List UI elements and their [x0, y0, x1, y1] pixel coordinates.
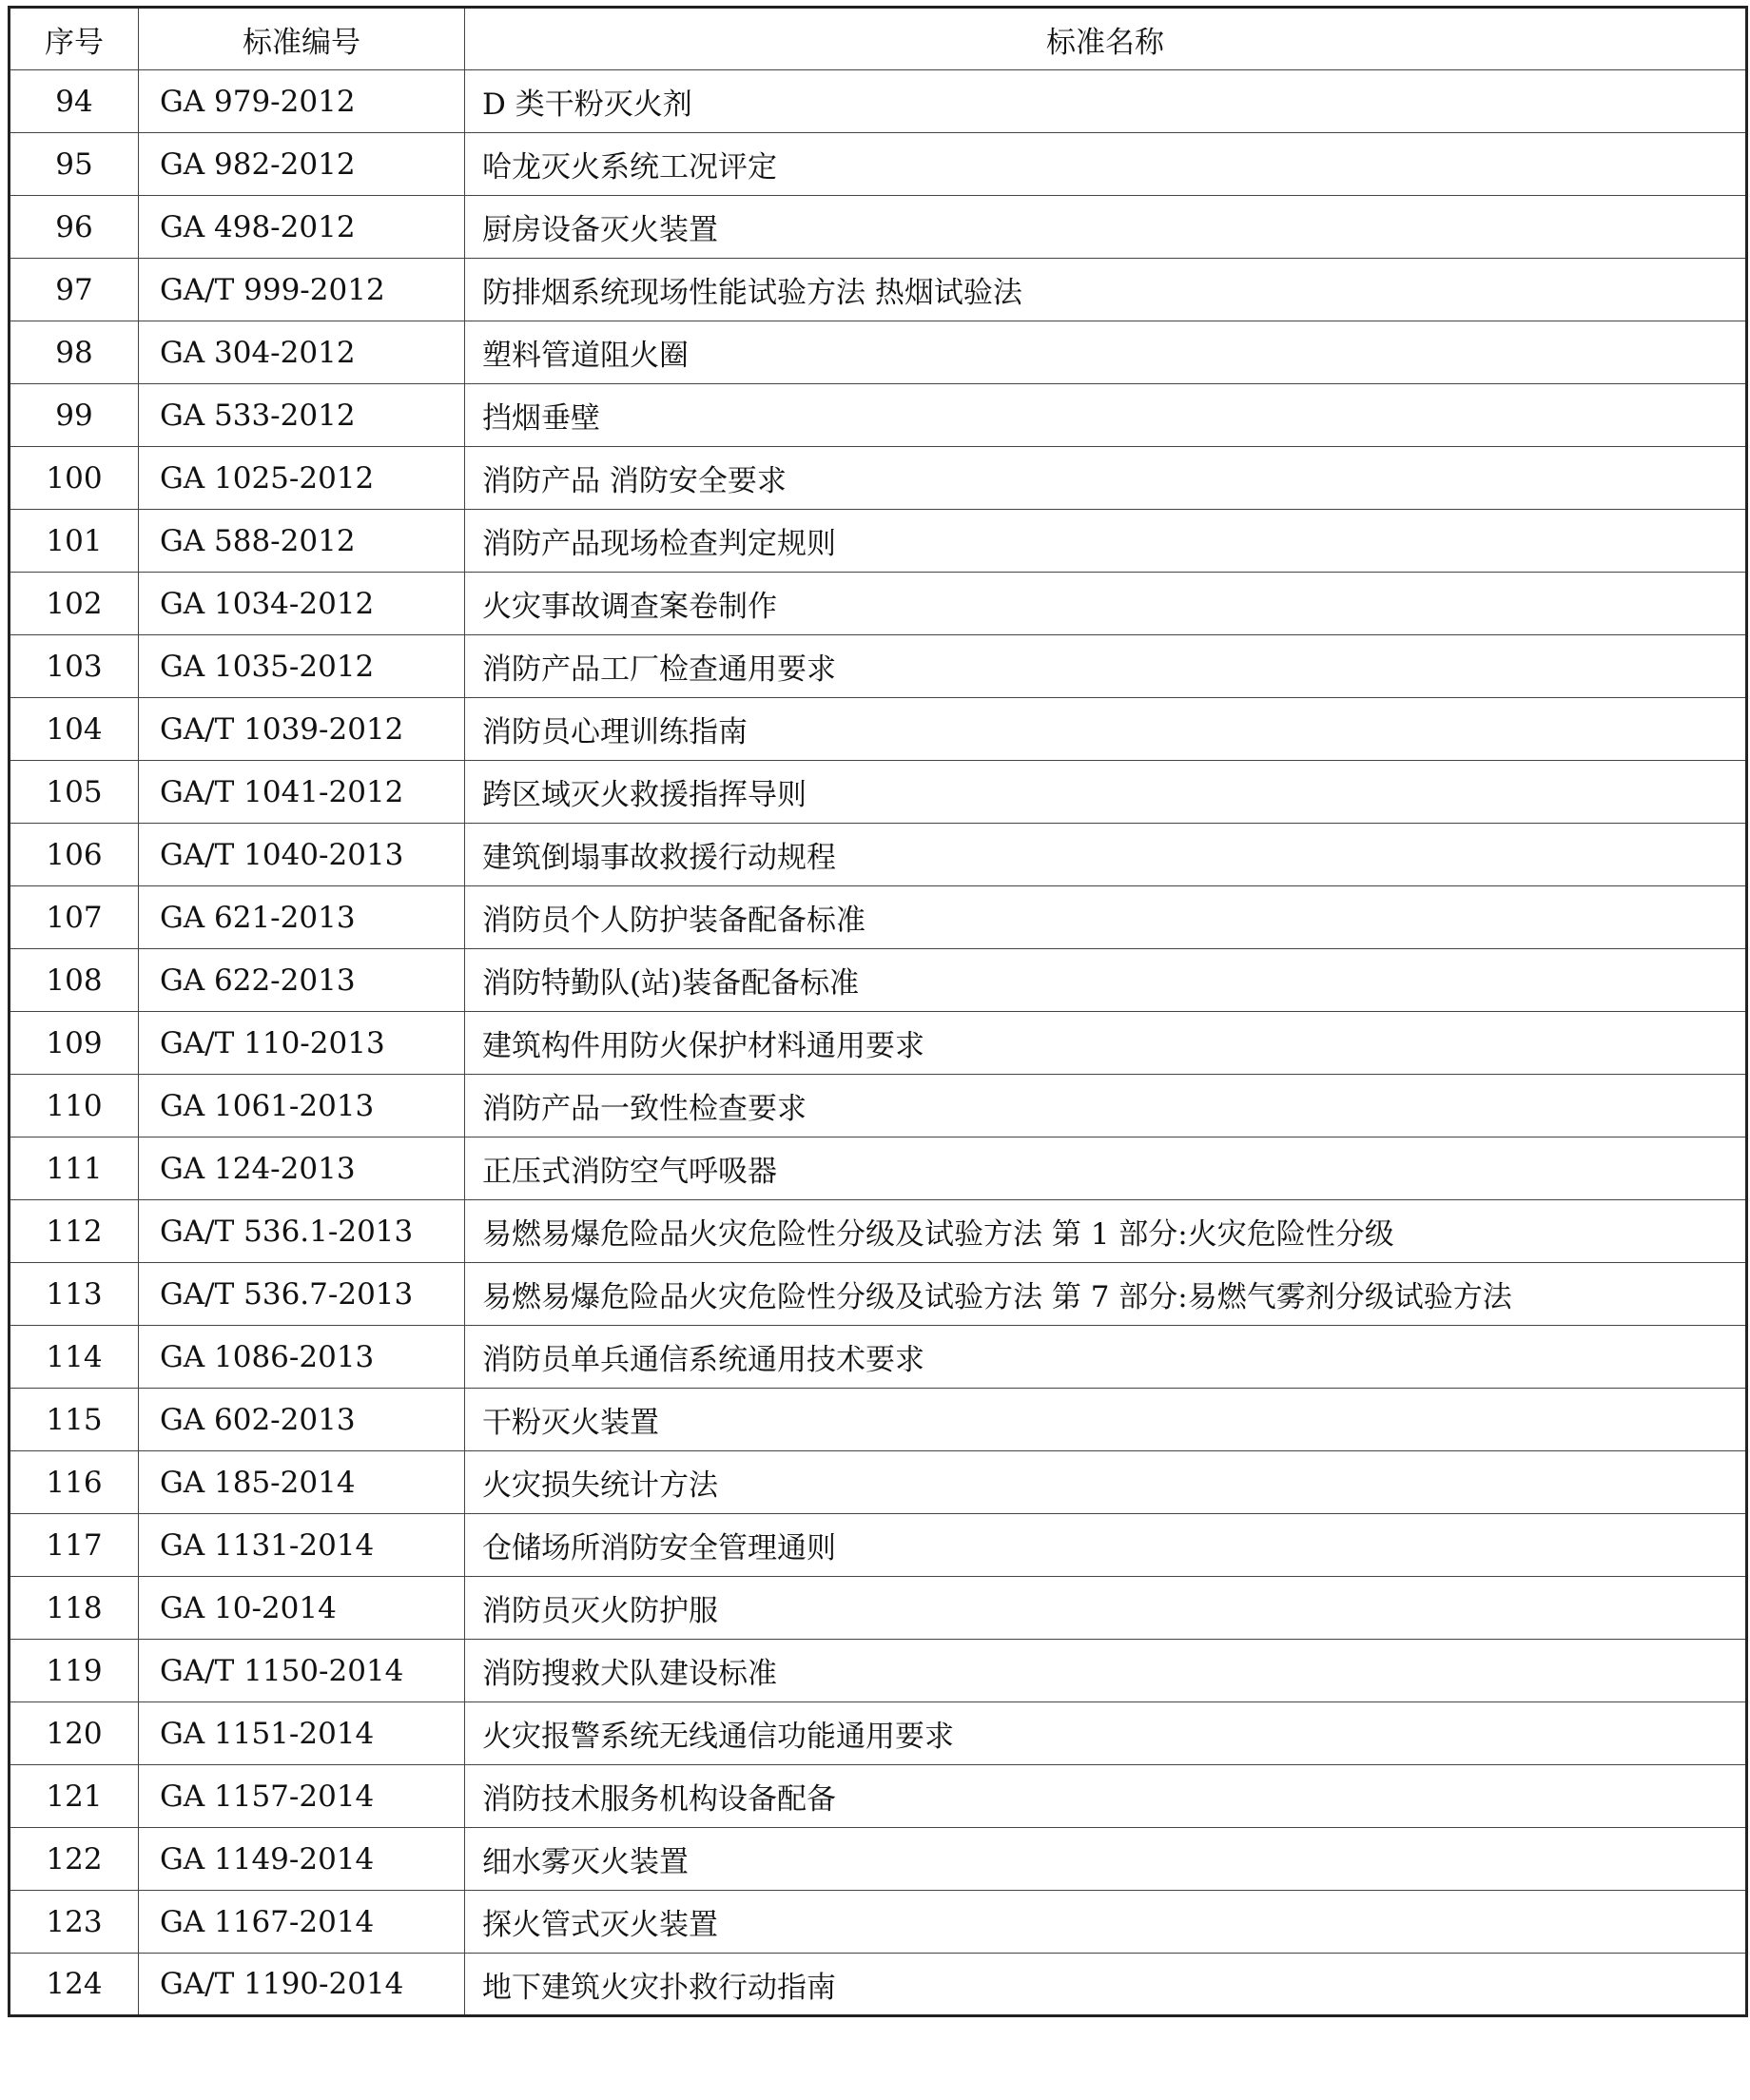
- standard-name-cell: 地下建筑火灾扑救行动指南: [465, 1954, 1747, 2016]
- standard-name-cell: 防排烟系统现场性能试验方法 热烟试验法: [465, 259, 1747, 321]
- serial-number-cell: 115: [10, 1389, 139, 1451]
- standard-name-cell: 消防产品 消防安全要求: [465, 447, 1747, 510]
- standard-code-cell: GA/T 536.1-2013: [139, 1200, 465, 1263]
- standard-code-cell: GA 1151-2014: [139, 1702, 465, 1765]
- serial-number-cell: 122: [10, 1828, 139, 1891]
- serial-number-cell: 102: [10, 573, 139, 635]
- standard-code-cell: GA 304-2012: [139, 321, 465, 384]
- table-row: [10, 573, 1747, 635]
- table-row: [10, 196, 1747, 259]
- table-row: [10, 321, 1747, 384]
- serial-number-cell: 105: [10, 761, 139, 824]
- standard-code-cell: GA 979-2012: [139, 70, 465, 133]
- serial-number-cell: 121: [10, 1765, 139, 1828]
- standard-code-cell: GA/T 1040-2013: [139, 824, 465, 886]
- standard-name-cell: 探火管式灭火装置: [465, 1891, 1747, 1954]
- standard-name-cell: 塑料管道阻火圈: [465, 321, 1747, 384]
- standard-name-cell: 干粉灭火装置: [465, 1389, 1747, 1451]
- standard-name-cell: 消防产品工厂检查通用要求: [465, 635, 1747, 698]
- table-row: [10, 1954, 1747, 2016]
- table-row: [10, 1012, 1747, 1075]
- serial-number-cell: 97: [10, 259, 139, 321]
- table-row: [10, 698, 1747, 761]
- standard-name-cell: 哈龙灭火系统工况评定: [465, 133, 1747, 196]
- serial-number-cell: 96: [10, 196, 139, 259]
- standard-name-cell: 细水雾灭火装置: [465, 1828, 1747, 1891]
- standard-code-cell: GA 498-2012: [139, 196, 465, 259]
- table-row: [10, 447, 1747, 510]
- table-row: [10, 1702, 1747, 1765]
- standard-name-cell: 消防员个人防护装备配备标准: [465, 886, 1747, 949]
- standard-code-cell: GA 1157-2014: [139, 1765, 465, 1828]
- standard-code-cell: GA 1061-2013: [139, 1075, 465, 1138]
- header-standard-code: 标准编号: [139, 8, 465, 70]
- table-header: [10, 8, 1747, 70]
- standard-code-cell: GA 1167-2014: [139, 1891, 465, 1954]
- serial-number-cell: 124: [10, 1954, 139, 2016]
- serial-number-cell: 95: [10, 133, 139, 196]
- table-row: [10, 1765, 1747, 1828]
- header-standard-name: 标准名称: [465, 8, 1747, 70]
- standard-name-cell: 挡烟垂壁: [465, 384, 1747, 447]
- serial-number-cell: 110: [10, 1075, 139, 1138]
- serial-number-cell: 94: [10, 70, 139, 133]
- standard-code-cell: GA 1034-2012: [139, 573, 465, 635]
- standard-code-cell: GA 602-2013: [139, 1389, 465, 1451]
- table-row: [10, 133, 1747, 196]
- standard-name-cell: 跨区域灭火救援指挥导则: [465, 761, 1747, 824]
- standard-code-cell: GA 1025-2012: [139, 447, 465, 510]
- standard-code-cell: GA 1149-2014: [139, 1828, 465, 1891]
- standard-name-cell: 消防特勤队(站)装备配备标准: [465, 949, 1747, 1012]
- standard-name-cell: 消防员心理训练指南: [465, 698, 1747, 761]
- standard-name-cell: 仓储场所消防安全管理通则: [465, 1514, 1747, 1577]
- standard-name-cell: 消防搜救犬队建设标准: [465, 1640, 1747, 1702]
- table-row: [10, 384, 1747, 447]
- table-row: [10, 949, 1747, 1012]
- serial-number-cell: 118: [10, 1577, 139, 1640]
- table-row: [10, 886, 1747, 949]
- standard-name-cell: 消防员单兵通信系统通用技术要求: [465, 1326, 1747, 1389]
- table-row: [10, 1389, 1747, 1451]
- standard-code-cell: GA/T 536.7-2013: [139, 1263, 465, 1326]
- table-body: [10, 70, 1747, 2016]
- table-row: [10, 1326, 1747, 1389]
- table-row: [10, 1828, 1747, 1891]
- standard-name-cell: 厨房设备灭火装置: [465, 196, 1747, 259]
- standard-code-cell: GA 533-2012: [139, 384, 465, 447]
- standard-code-cell: GA 10-2014: [139, 1577, 465, 1640]
- standard-code-cell: GA/T 1039-2012: [139, 698, 465, 761]
- table-row: [10, 1200, 1747, 1263]
- serial-number-cell: 109: [10, 1012, 139, 1075]
- table-row: [10, 1451, 1747, 1514]
- standard-name-cell: 消防技术服务机构设备配备: [465, 1765, 1747, 1828]
- standard-name-cell: 建筑构件用防火保护材料通用要求: [465, 1012, 1747, 1075]
- table-row: [10, 1577, 1747, 1640]
- standard-name-cell: 正压式消防空气呼吸器: [465, 1138, 1747, 1200]
- standard-code-cell: GA 1035-2012: [139, 635, 465, 698]
- serial-number-cell: 123: [10, 1891, 139, 1954]
- serial-number-cell: 106: [10, 824, 139, 886]
- serial-number-cell: 101: [10, 510, 139, 573]
- standard-code-cell: GA 622-2013: [139, 949, 465, 1012]
- standard-name-cell: 易燃易爆危险品火灾危险性分级及试验方法 第 1 部分:火灾危险性分级: [465, 1200, 1747, 1263]
- standard-name-cell: 消防产品一致性检查要求: [465, 1075, 1747, 1138]
- standard-code-cell: GA/T 1041-2012: [139, 761, 465, 824]
- standard-name-cell: 火灾报警系统无线通信功能通用要求: [465, 1702, 1747, 1765]
- serial-number-cell: 98: [10, 321, 139, 384]
- table-row: [10, 635, 1747, 698]
- serial-number-cell: 114: [10, 1326, 139, 1389]
- serial-number-cell: 111: [10, 1138, 139, 1200]
- standard-code-cell: GA 1131-2014: [139, 1514, 465, 1577]
- table-row: [10, 1640, 1747, 1702]
- standard-code-cell: GA 621-2013: [139, 886, 465, 949]
- standard-name-cell: 易燃易爆危险品火灾危险性分级及试验方法 第 7 部分:易燃气雾剂分级试验方法: [465, 1263, 1747, 1326]
- header-row: [10, 8, 1747, 70]
- header-serial-number: 序号: [10, 8, 139, 70]
- standard-name-cell: 消防产品现场检查判定规则: [465, 510, 1747, 573]
- standard-code-cell: GA 124-2013: [139, 1138, 465, 1200]
- table-row: [10, 510, 1747, 573]
- standard-name-cell: 火灾事故调查案卷制作: [465, 573, 1747, 635]
- standard-code-cell: GA 982-2012: [139, 133, 465, 196]
- table-row: [10, 1075, 1747, 1138]
- serial-number-cell: 108: [10, 949, 139, 1012]
- serial-number-cell: 119: [10, 1640, 139, 1702]
- standard-code-cell: GA/T 110-2013: [139, 1012, 465, 1075]
- table-row: [10, 761, 1747, 824]
- serial-number-cell: 113: [10, 1263, 139, 1326]
- standard-code-cell: GA 1086-2013: [139, 1326, 465, 1389]
- serial-number-cell: 116: [10, 1451, 139, 1514]
- standards-table: [8, 6, 1748, 2017]
- standard-code-cell: GA/T 1150-2014: [139, 1640, 465, 1702]
- serial-number-cell: 99: [10, 384, 139, 447]
- table-row: [10, 1138, 1747, 1200]
- standard-code-cell: GA/T 1190-2014: [139, 1954, 465, 2016]
- standard-code-cell: GA 588-2012: [139, 510, 465, 573]
- standard-code-cell: GA 185-2014: [139, 1451, 465, 1514]
- table-row: [10, 1891, 1747, 1954]
- standard-name-cell: D 类干粉灭火剂: [465, 70, 1747, 133]
- serial-number-cell: 104: [10, 698, 139, 761]
- standard-name-cell: 火灾损失统计方法: [465, 1451, 1747, 1514]
- standard-name-cell: 消防员灭火防护服: [465, 1577, 1747, 1640]
- standard-code-cell: GA/T 999-2012: [139, 259, 465, 321]
- serial-number-cell: 120: [10, 1702, 139, 1765]
- serial-number-cell: 112: [10, 1200, 139, 1263]
- standard-name-cell: 建筑倒塌事故救援行动规程: [465, 824, 1747, 886]
- table-row: [10, 70, 1747, 133]
- serial-number-cell: 100: [10, 447, 139, 510]
- serial-number-cell: 117: [10, 1514, 139, 1577]
- table-row: [10, 1514, 1747, 1577]
- serial-number-cell: 103: [10, 635, 139, 698]
- table-row: [10, 1263, 1747, 1326]
- table-row: [10, 259, 1747, 321]
- serial-number-cell: 107: [10, 886, 139, 949]
- table-row: [10, 824, 1747, 886]
